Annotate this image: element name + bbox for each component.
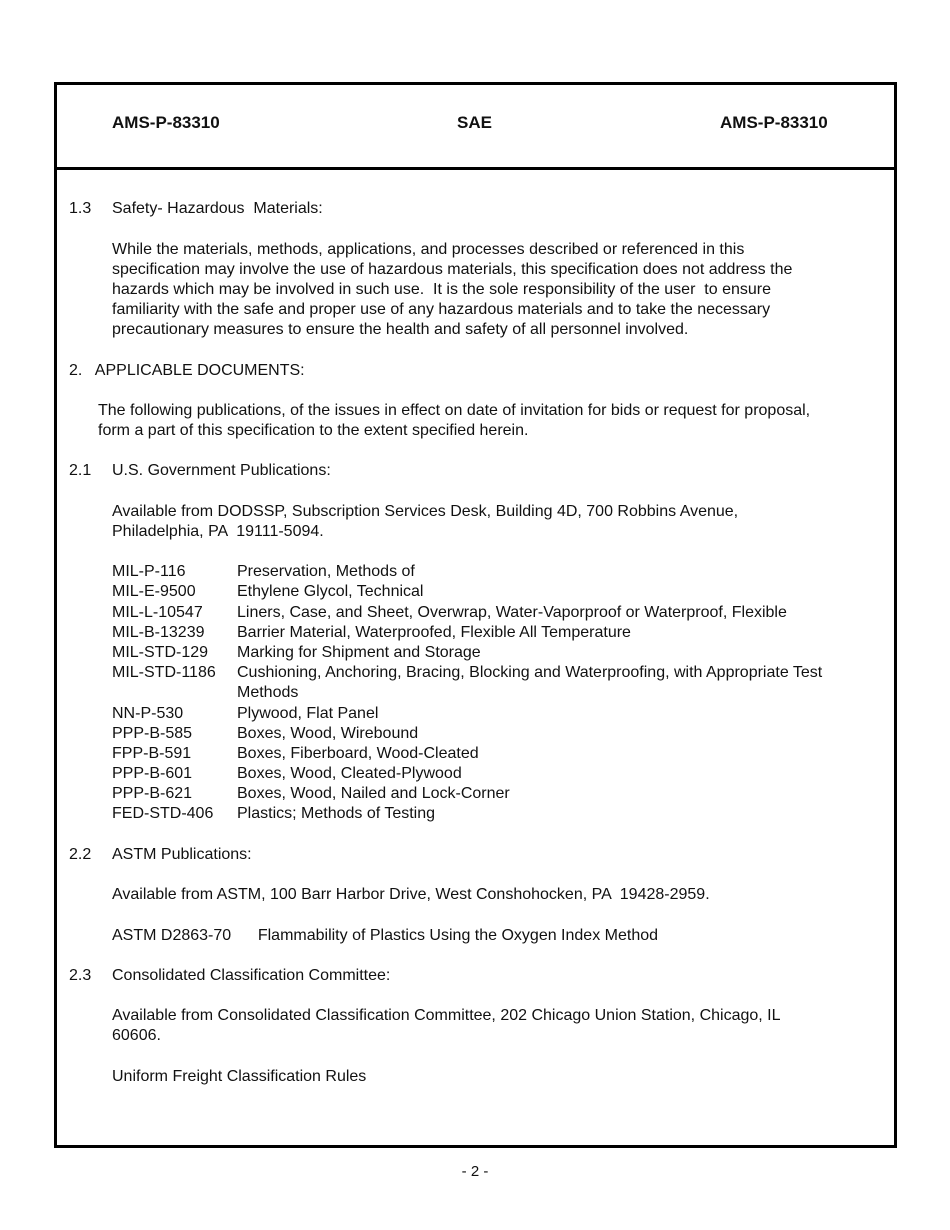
doc-title: Boxes, Fiberboard, Wood-Cleated	[237, 745, 479, 762]
paragraph-line: Available from ASTM, 100 Barr Harbor Drive, West Conshohocken, PA 19428-2959.	[112, 886, 710, 903]
header-org: SAE	[457, 113, 492, 132]
section-title: ASTM Publications:	[112, 846, 252, 863]
doc-code: PPP-B-585	[112, 725, 193, 742]
doc-code: MIL-L-10547	[112, 604, 203, 621]
doc-title: Cushioning, Anchoring, Bracing, Blocking and Waterproofing, with Appropriate Test	[237, 664, 823, 681]
doc-entry: Uniform Freight Classification Rules	[112, 1068, 367, 1085]
doc-code: FED-STD-406	[112, 805, 214, 822]
doc-title: Plastics; Methods of Testing	[237, 805, 436, 822]
header-doc-id-right: AMS-P-83310	[720, 113, 828, 132]
doc-title: Marking for Shipment and Storage	[237, 644, 481, 661]
page-number: - 2 -	[461, 1163, 489, 1180]
section-title: Consolidated Classification Committee:	[112, 967, 391, 984]
section-number: 1.3	[69, 200, 92, 217]
section-number: 2.1	[69, 462, 92, 479]
paragraph-line: Available from DODSSP, Subscription Services Desk, Building 4D, 700 Robbins Avenue,	[112, 503, 739, 520]
paragraph-line: hazards which may be involved in such use. It is the sole responsibility of the user to ensure	[112, 281, 772, 298]
paragraph-line: Available from Consolidated Classification Committee, 202 Chicago Union Station, Chicago, IL	[112, 1007, 781, 1024]
doc-code: PPP-B-601	[112, 765, 193, 782]
section-title: Safety- Hazardous Materials:	[112, 200, 323, 217]
section-number: 2.3	[69, 967, 92, 984]
doc-title: Liners, Case, and Sheet, Overwrap, Water-Vaporproof or Waterproof, Flexible	[237, 604, 787, 621]
doc-code: MIL-E-9500	[112, 583, 196, 600]
paragraph-line: The following publications, of the issues in effect on date of invitation for bids or request for proposal,	[98, 402, 811, 419]
doc-entry: ASTM D2863-70 Flammability of Plastics Using the Oxygen Index Method	[112, 927, 659, 944]
section-title: U.S. Government Publications:	[112, 462, 331, 479]
doc-code: FPP-B-591	[112, 745, 192, 762]
header-doc-id-left: AMS-P-83310	[112, 113, 220, 132]
doc-title: Ethylene Glycol, Technical	[237, 583, 424, 600]
doc-title: Boxes, Wood, Nailed and Lock-Corner	[237, 785, 510, 802]
page-frame	[54, 82, 897, 1148]
doc-code: MIL-P-116	[112, 563, 186, 580]
doc-code: MIL-STD-1186	[112, 664, 216, 681]
paragraph-line: form a part of this specification to the extent specified herein.	[98, 422, 529, 439]
doc-title: Preservation, Methods of	[237, 563, 415, 580]
paragraph-line: specification may involve the use of hazardous materials, this specification does not address the	[112, 261, 793, 278]
paragraph-line: Philadelphia, PA 19111-5094.	[112, 523, 324, 540]
paragraph-line: While the materials, methods, applications, and processes described or referenced in this	[112, 241, 745, 258]
doc-code: MIL-STD-129	[112, 644, 209, 661]
doc-title: Plywood, Flat Panel	[237, 705, 379, 722]
section-title: 2. APPLICABLE DOCUMENTS:	[69, 362, 305, 379]
paragraph-line: precautionary measures to ensure the health and safety of all personnel involved.	[112, 321, 689, 338]
document-header	[57, 85, 894, 170]
paragraph-line: familiarity with the safe and proper use of any hazardous materials and to take the necessary	[112, 301, 771, 318]
paragraph-line: 60606.	[112, 1027, 161, 1044]
doc-title: Methods	[237, 684, 299, 701]
section-number: 2.2	[69, 846, 92, 863]
doc-code: PPP-B-621	[112, 785, 193, 802]
doc-code: NN-P-530	[112, 705, 184, 722]
doc-title: Barrier Material, Waterproofed, Flexible All Temperature	[237, 624, 631, 641]
doc-title: Boxes, Wood, Wirebound	[237, 725, 419, 742]
doc-code: MIL-B-13239	[112, 624, 205, 641]
doc-title: Boxes, Wood, Cleated-Plywood	[237, 765, 462, 782]
